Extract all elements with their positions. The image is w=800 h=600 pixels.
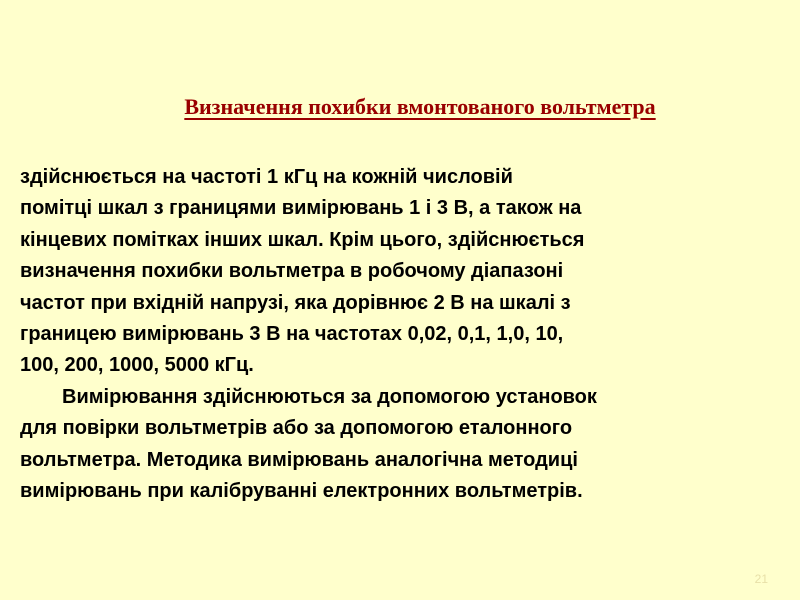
slide-number: 21 bbox=[754, 572, 768, 586]
body-line: для повірки вольтметрів або за допомогою еталонного bbox=[20, 417, 573, 440]
body-line: вимірювань при калібруванні електронних вольтметрів. bbox=[20, 479, 583, 502]
body-line-indented: Вимірювання здійснюються за допомогою установок bbox=[62, 385, 597, 408]
slide-body bbox=[20, 162, 792, 507]
body-line: вольтметра. Методика вимірювань аналогічна методиці bbox=[20, 448, 578, 471]
body-line: границею вимірювань 3 В на частотах 0,02, 0,1, 1,0, 10, bbox=[20, 322, 564, 345]
body-line: здійснюється на частоті 1 кГц на кожній числовій bbox=[20, 166, 513, 188]
body-line: помітці шкал з границями вимірювань 1 і 3 В, а також на bbox=[20, 197, 582, 220]
body-line: кінцевих помітках інших шкал. Крім цього, здійснюється bbox=[20, 228, 585, 251]
slide-title: Визначення похибки вмонтованого вольтметра bbox=[184, 94, 656, 119]
body-line: частот при вхідній напрузі, яка дорівнює 2 В на шкалі з bbox=[20, 291, 571, 314]
body-line: визначення похибки вольтметра в робочому діапазоні bbox=[20, 260, 564, 283]
body-line: 100, 200, 1000, 5000 кГц. bbox=[20, 354, 254, 377]
